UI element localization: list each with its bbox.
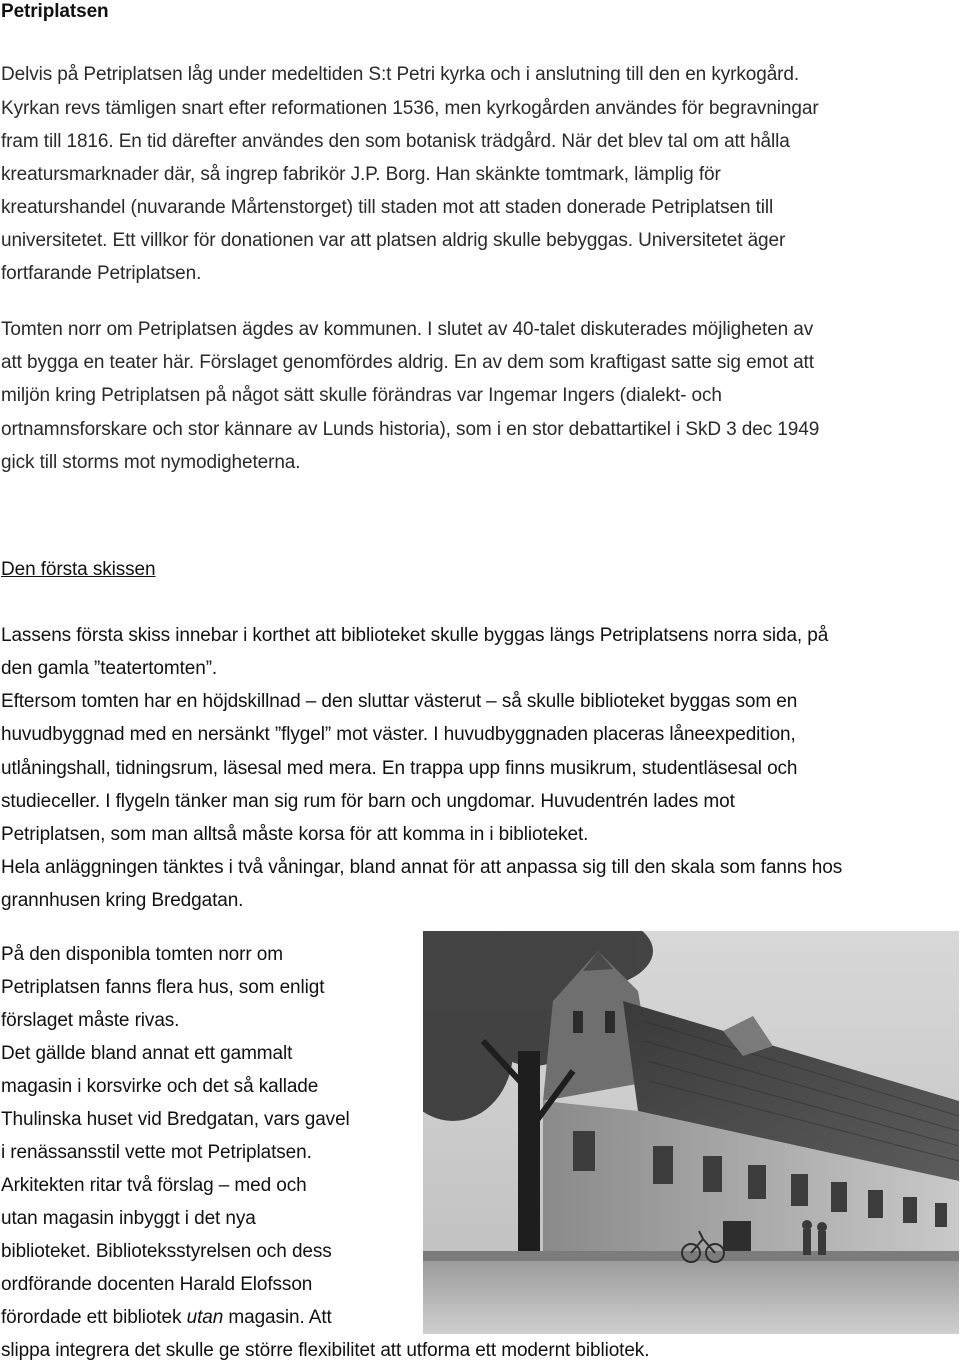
paragraph-line: Lassens första skiss innebar i korthet att biblioteket skulle byggas längs Petriplatsens norra sida, på — [1, 625, 829, 646]
paragraph-line: magasin i korsvirke och det så kallade — [1, 1076, 319, 1097]
paragraph-line-with-emphasis — [1, 1306, 332, 1330]
paragraph-line: fortfarande Petriplatsen. — [1, 263, 202, 284]
paragraph-line: att bygga en teater här. Förslaget genomfördes aldrig. En av dem som kraftigast satte sig emot att — [1, 352, 814, 373]
paragraph-line: fram till 1816. En tid därefter användes den som botanisk trädgård. När det blev tal om att hålla — [1, 131, 790, 152]
paragraph-line: Thulinska huset vid Bredgatan, vars gavel — [1, 1109, 350, 1130]
text-run: magasin. Att — [223, 1307, 332, 1328]
paragraph-line: Petriplatsen fanns flera hus, som enligt — [1, 977, 325, 998]
paragraph-line: ordförande docenten Harald Elofsson — [1, 1274, 313, 1295]
paragraph-line: utan magasin inbyggt i det nya — [1, 1208, 256, 1229]
paragraph-line: kreaturshandel (nuvarande Mårtenstorget) till staden mot att staden donerade Petriplatsen till — [1, 197, 774, 218]
paragraph-line: Hela anläggningen tänktes i två våningar, bland annat för att anpassa sig till den skala som fanns hos — [1, 857, 843, 878]
section-title-petriplatsen: Petriplatsen — [1, 1, 109, 22]
paragraph-line: studieceller. I flygeln tänker man sig rum för barn och ungdomar. Huvudentrén lades mot — [1, 791, 735, 812]
emphasis-text: utan — [186, 1307, 224, 1328]
paragraph-line: Kyrkan revs tämligen snart efter reformationen 1536, men kyrkogården användes för begravningar — [1, 98, 819, 119]
paragraph-line: utlåningshall, tidningsrum, läsesal med mera. En trappa upp finns musikrum, studentläsesal och — [1, 758, 798, 779]
text-run: förordade ett bibliotek — [1, 1307, 187, 1328]
paragraph-line: biblioteket. Biblioteksstyrelsen och dess — [1, 1241, 332, 1262]
paragraph-line: Delvis på Petriplatsen låg under medeltiden S:t Petri kyrka och i anslutning till den en kyrkogård. — [1, 64, 800, 85]
building-photograph — [423, 931, 959, 1334]
paragraph-line: gick till storms mot nymodigheterna. — [1, 452, 301, 473]
paragraph-line: huvudbyggnad med en nersänkt ”flygel” mot väster. I huvudbyggnaden placeras låneexpedition, — [1, 724, 796, 745]
paragraph-line: miljön kring Petriplatsen på något sätt skulle förändras var Ingemar Ingers (dialekt- och — [1, 385, 722, 406]
paragraph-line: Tomten norr om Petriplatsen ägdes av kommunen. I slutet av 40-talet diskuterades möjligheten av — [1, 319, 814, 340]
paragraph-line: grannhusen kring Bredgatan. — [1, 890, 244, 911]
building-photo-illustration — [423, 931, 959, 1334]
paragraph-line: På den disponibla tomten norr om — [1, 944, 283, 965]
paragraph-line: universitetet. Ett villkor för donationen var att platsen aldrig skulle bebyggas. Universitetet äger — [1, 230, 786, 251]
paragraph-line: kreatursmarknader där, så ingrep fabrikör J.P. Borg. Han skänkte tomtmark, lämplig för — [1, 164, 721, 185]
paragraph-line: Eftersom tomten har en höjdskillnad – den sluttar västerut – så skulle biblioteket byggas som en — [1, 691, 798, 712]
paragraph-line: i renässansstil vette mot Petriplatsen. — [1, 1142, 312, 1163]
section-title-den-forsta-skissen: Den första skissen — [1, 559, 156, 580]
paragraph-line: Petriplatsen, som man alltså måste korsa för att komma in i biblioteket. — [1, 824, 589, 845]
paragraph-line: förslaget måste rivas. — [1, 1010, 180, 1031]
paragraph-line: slippa integrera det skulle ge större flexibilitet att utforma ett modernt bibliotek. — [1, 1340, 650, 1361]
paragraph-line: Arkitekten ritar två förslag – med och — [1, 1175, 307, 1196]
paragraph-line: Det gällde bland annat ett gammalt — [1, 1043, 293, 1064]
paragraph-line: den gamla ”teatertomten”. — [1, 658, 218, 679]
paragraph-line: ortnamnsforskare och stor kännare av Lunds historia), som i en stor debattartikel i SkD 3 dec 1949 — [1, 419, 820, 440]
